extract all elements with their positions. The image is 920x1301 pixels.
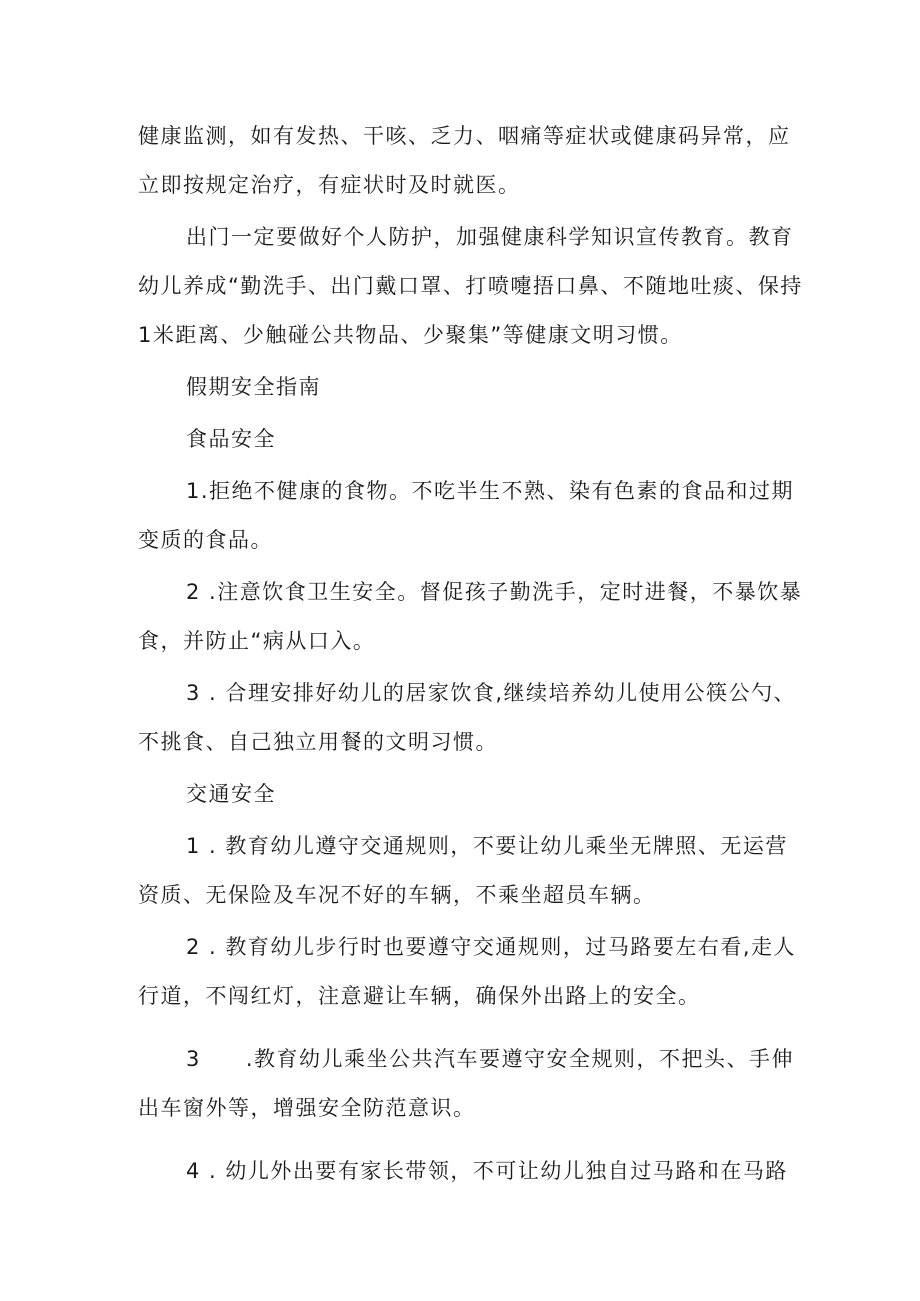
list-item-food-2: 2 .注意饮食卫生安全。督促孩子勤洗手，定时进餐，不暴饮暴食，并防止“病从口入。 bbox=[138, 580, 803, 653]
section-heading-food-safety: 食品安全 bbox=[186, 427, 276, 451]
document-body bbox=[138, 112, 808, 1196]
list-item-food-3: 3 . 合理安排好幼儿的居家饮食,继续培养幼儿使用公筷公勺、不挑食、自己独立用餐的文明习惯。 bbox=[138, 681, 797, 754]
list-item-traffic-2: 2 . 教育幼儿步行时也要遵守交通规则，过马路要左右看,走人行道，不闯红灯，注意避让车辆，确保外出路上的安全。 bbox=[138, 935, 797, 1008]
list-item-traffic-1: 1 . 教育幼儿遵守交通规则，不要让幼儿乘坐无牌照、无运营资质、无保险及车况不好的车辆，不乘坐超员车辆。 bbox=[138, 834, 788, 907]
section-heading-traffic-safety: 交通安全 bbox=[186, 782, 276, 806]
list-item-traffic-3: 3 .教育幼儿乘坐公共汽车要遵守安全规则，不把头、手伸出车窗外等，增强安全防范意识。 bbox=[138, 1047, 795, 1120]
section-heading-holiday-safety: 假期安全指南 bbox=[186, 375, 321, 399]
list-item-traffic-4: 4 . 幼儿外出要有家长带领，不可让幼儿独自过马路和在马路 bbox=[186, 1159, 788, 1183]
paragraph-health-monitoring: 健康监测，如有发热、干咳、乏力、咽痛等症状或健康码异常，应立即按规定治疗，有症状时及时就医。 bbox=[138, 124, 791, 197]
paragraph-personal-protection: 出门一定要做好个人防护，加强健康科学知识宣传教育。教育幼儿养成“勤洗手、出门戴口罩、打喷嚏捂口鼻、不随地吐痰、保持1米距离、少触碰公共物品、少聚集”等健康文明习惯。 bbox=[138, 225, 803, 347]
list-item-food-1: 1.拒绝不健康的食物。不吃半生不熟、染有色素的食品和过期变质的食品。 bbox=[138, 479, 795, 552]
